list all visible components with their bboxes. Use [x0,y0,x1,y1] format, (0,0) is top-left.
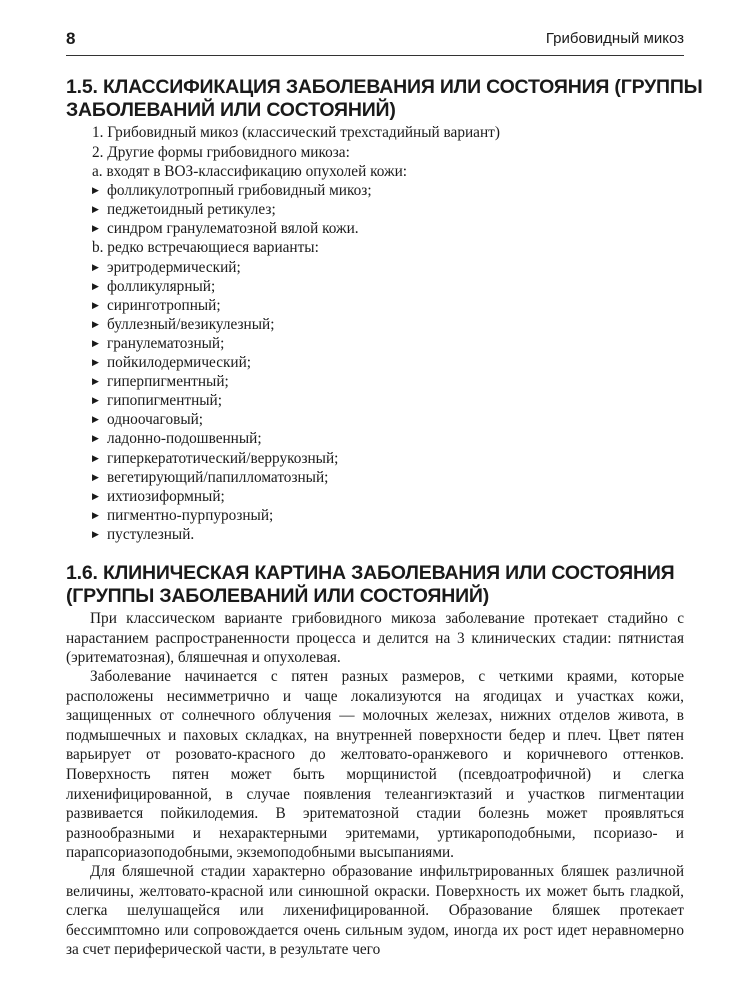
triangle-bullet-icon: ▶ [92,510,99,520]
list-item: ▶ пойкилодермический; [92,354,252,371]
list-item: ▶ эритродермический; [92,259,241,276]
triangle-bullet-icon: ▶ [92,529,99,539]
list-item: ▶ сиринготропный; [92,297,221,314]
triangle-bullet-icon: ▶ [92,357,99,367]
body-paragraph-2: Заболевание начинается с пятен разных размеров, с четкими краями, которые расположены несимметрично и чаще локализуются на ягодицах и участках кожи, защищенных от солнечного облучения — молочных железах, нижних отделов живота, в подмышечных и паховых складках, на внутренней поверхности бедер и плеч. Цвет пятен варьирует от розовато-красного до желтовато-оранжевого и коричневого оттенков. Поверхность пятен может быть морщинистой (псевдоатрофичной) и слегка лихенифицированной, в случае появления телеангиэктазий и участков пигментации развивается пойкилодемия. В эритематозной стадии болезнь может проявляться разнообразными и нехарактерными эритемами, уртикароподобными, псориазо- и парапсориазоподобными, экземоподобными высыпаниями. [66,668,684,862]
triangle-bullet-icon: ▶ [92,223,99,233]
list-item: ▶ фолликулярный; [92,278,216,295]
triangle-bullet-icon: ▶ [92,319,99,329]
list-item: ▶ одноочаговый; [92,411,204,428]
list-item: ▶ гипопигментный; [92,392,222,409]
triangle-bullet-icon: ▶ [92,453,99,463]
list-item: ▶ фолликулотропный грибовидный микоз; [92,182,372,199]
classification-item-1: 1. Грибовидный микоз (классический трехстадийный вариант) [92,124,500,141]
triangle-bullet-icon: ▶ [92,433,99,443]
list-item: ▶ гиперкератотический/веррукозный; [92,450,339,467]
list-item: ▶ пигментно-пурпурозный; [92,507,274,524]
body-paragraph-3: Для бляшечной стадии характерно образование инфильтрированных бляшек различной величины, желтовато-красной или синюшной окраски. Поверхность их может быть гладкой, слегка шелушащейся или лихенифицированной. Образование бляшек протекает бессимптомно или сопровождается очень сильным зудом, иногда их рост идет неравномерно за счет периферической части, в результате чего [66,863,684,959]
list-item: ▶ педжетоидный ретикулез; [92,201,276,218]
triangle-bullet-icon: ▶ [92,281,99,291]
classification-subgroup-a: a. входят в ВОЗ-классификацию опухолей кожи: [92,163,408,180]
body-paragraph-1: При классическом варианте грибовидного микоза заболевание протекает стадийно с нарастанием распространенности процесса и делится на 3 клинических стадии: пятнистая (эритематозная), бляшечная и опухолевая. [66,610,684,667]
triangle-bullet-icon: ▶ [92,395,99,405]
triangle-bullet-icon: ▶ [92,262,99,272]
triangle-bullet-icon: ▶ [92,338,99,348]
list-item: ▶ пустулезный. [92,526,195,543]
triangle-bullet-icon: ▶ [92,204,99,214]
triangle-bullet-icon: ▶ [92,185,99,195]
section-1-6-title: 1.6. КЛИНИЧЕСКАЯ КАРТИНА ЗАБОЛЕВАНИЯ ИЛИ СОСТОЯНИЯ (ГРУППЫ ЗАБОЛЕВАНИЙ ИЛИ СОСТОЯНИЙ) [66,562,675,607]
page-number: 8 [66,29,76,48]
triangle-bullet-icon: ▶ [92,376,99,386]
section-1-5-title: 1.5. КЛАССИФИКАЦИЯ ЗАБОЛЕВАНИЯ ИЛИ СОСТОЯНИЯ (ГРУППЫ ЗАБОЛЕВАНИЙ ИЛИ СОСТОЯНИЙ) [66,76,703,121]
classification-subgroup-b: b. редко встречающиеся варианты: [92,239,319,256]
triangle-bullet-icon: ▶ [92,300,99,310]
list-item: ▶ ихтиозиформный; [92,488,225,505]
list-item: ▶ гиперпигментный; [92,373,229,390]
running-title: Грибовидный микоз [545,30,684,47]
list-item: ▶ ладонно-подошвенный; [92,430,262,447]
list-item: ▶ вегетирующий/папилломатозный; [92,469,329,486]
list-item: ▶ гранулематозный; [92,335,225,352]
list-item: ▶ синдром гранулематозной вялой кожи. [92,220,359,237]
list-item: ▶ буллезный/везикулезный; [92,316,275,333]
classification-item-2: 2. Другие формы грибовидного микоза: [92,144,350,161]
triangle-bullet-icon: ▶ [92,491,99,501]
running-header [66,27,684,56]
triangle-bullet-icon: ▶ [92,414,99,424]
triangle-bullet-icon: ▶ [92,472,99,482]
